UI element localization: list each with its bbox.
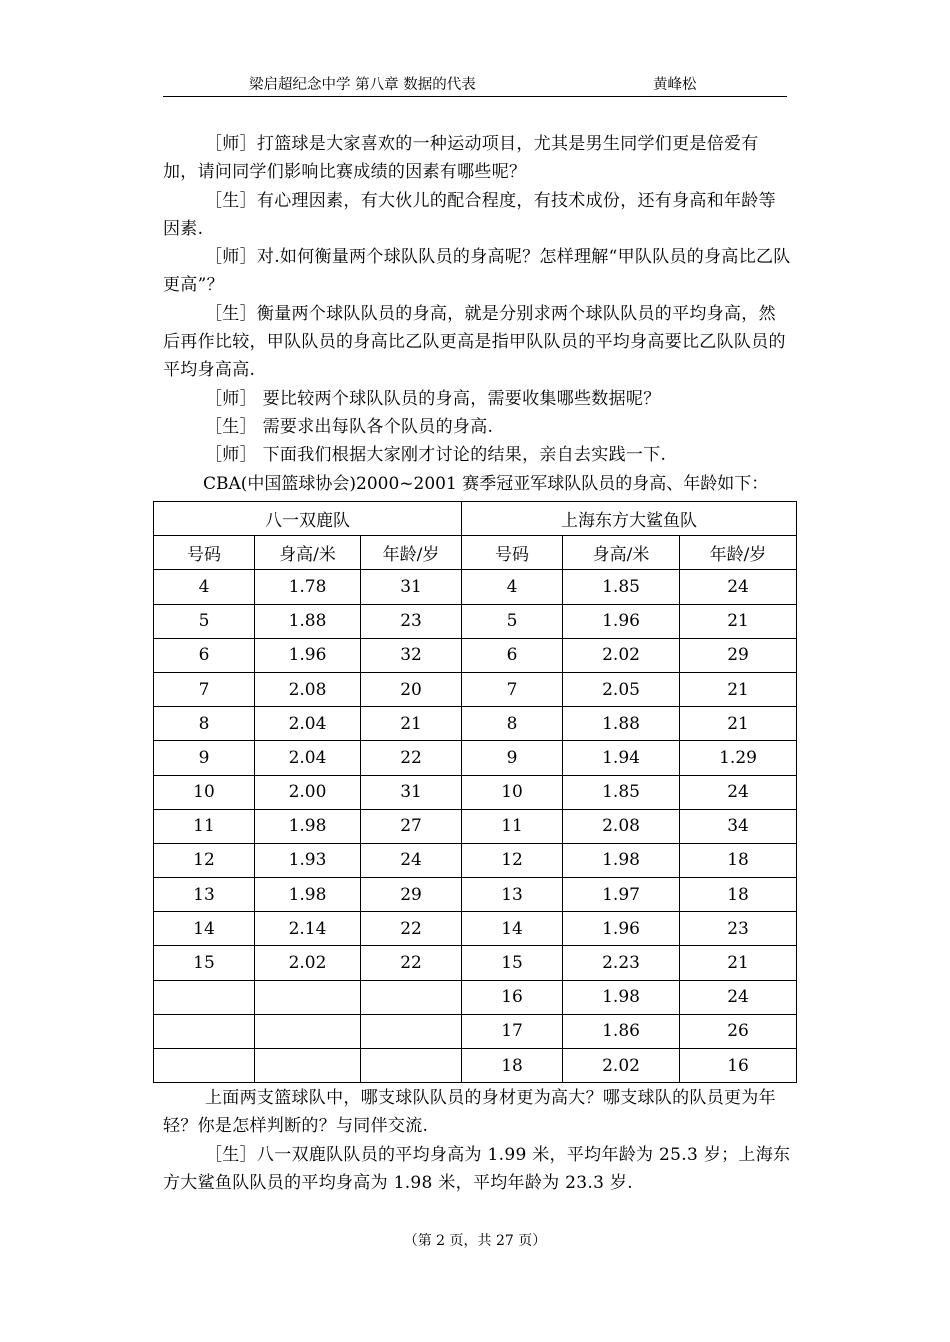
table-intro: CBA(中国篮球协会)2000~2001 赛季冠亚军球队队员的身高、年龄如下：	[203, 473, 769, 494]
table-cell: 14	[462, 912, 563, 946]
table-cell: 5	[462, 604, 563, 638]
paragraph: ［师］ 要比较两个球队队员的身高，需要收集哪些数据呢？	[205, 388, 661, 409]
table-row	[154, 809, 797, 843]
table-cell: 1.96	[563, 604, 680, 638]
table-cell: 22	[361, 912, 462, 946]
table-cell: 11	[462, 809, 563, 843]
table-cell: 24	[680, 775, 797, 809]
table-cell: 24	[680, 980, 797, 1014]
table-cell: 20	[361, 672, 462, 706]
table-cell: 1.98	[255, 878, 361, 912]
table-row	[154, 638, 797, 672]
paragraph: ［生］衡量两个球队队员的身高，就是分别求两个球队队员的平均身高，然后再作比较，甲队队员的身高比乙队更高是指甲队队员的平均身高要比乙队队员的平均身高高.	[163, 303, 786, 381]
table-cell: 1.97	[563, 878, 680, 912]
table-cell	[255, 1014, 361, 1048]
table-cell: 2.00	[255, 775, 361, 809]
header-author: 黄峰松	[653, 77, 697, 93]
table-cell: 2.14	[255, 912, 361, 946]
paragraph: 上面两支篮球队中，哪支球队队员的身材更为高大？哪支球队的队员更为年轻？你是怎样判断的？与同伴交流.	[163, 1088, 776, 1137]
table-cell: 1.85	[563, 570, 680, 604]
table-cell: 24	[680, 570, 797, 604]
table-cell: 9	[154, 741, 255, 775]
table-cell: 16	[462, 980, 563, 1014]
table-cell: 1.96	[255, 638, 361, 672]
table-row	[154, 570, 797, 604]
player-table	[153, 501, 797, 1083]
table-row	[154, 1049, 797, 1083]
team2-header: 上海东方大鲨鱼队	[462, 502, 797, 536]
table-cell: 8	[154, 707, 255, 741]
col-height-header: 身高/米	[255, 536, 361, 570]
table-cell: 1.96	[563, 912, 680, 946]
table-row	[154, 946, 797, 980]
table-cell: 1.98	[563, 843, 680, 877]
body-text	[163, 130, 791, 498]
table-cell: 2.08	[563, 809, 680, 843]
after-text	[163, 1084, 791, 1197]
table-cell	[255, 1049, 361, 1083]
table-cell: 29	[680, 638, 797, 672]
table-cell: 13	[154, 878, 255, 912]
table-cell: 23	[680, 912, 797, 946]
table-cell: 15	[154, 946, 255, 980]
table-cell	[154, 1014, 255, 1048]
table-cell: 5	[154, 604, 255, 638]
table-cell: 15	[462, 946, 563, 980]
col-number-header: 号码	[154, 536, 255, 570]
table-cell: 1.85	[563, 775, 680, 809]
table-cell: 27	[361, 809, 462, 843]
col-age-header: 年龄/岁	[361, 536, 462, 570]
table-cell: 4	[462, 570, 563, 604]
table-cell: 31	[361, 570, 462, 604]
table-cell: 9	[462, 741, 563, 775]
table-cell: 32	[361, 638, 462, 672]
table-cell: 2.02	[563, 638, 680, 672]
table-cell: 21	[680, 604, 797, 638]
table-row	[154, 980, 797, 1014]
table-cell: 10	[154, 775, 255, 809]
table-cell: 18	[680, 878, 797, 912]
table-cell: 31	[361, 775, 462, 809]
table-cell: 1.98	[563, 980, 680, 1014]
table-row	[154, 843, 797, 877]
table-cell: 1.94	[563, 741, 680, 775]
table-cell: 26	[680, 1014, 797, 1048]
table-cell: 34	[680, 809, 797, 843]
table-cell: 18	[680, 843, 797, 877]
col-age-header: 年龄/岁	[680, 536, 797, 570]
table-cell: 2.02	[255, 946, 361, 980]
table-cell	[255, 980, 361, 1014]
table-cell: 6	[154, 638, 255, 672]
table-row	[154, 707, 797, 741]
table-cell: 14	[154, 912, 255, 946]
table-cell	[154, 980, 255, 1014]
table-team-row	[154, 502, 797, 536]
table-cell: 2.04	[255, 741, 361, 775]
table-cell	[361, 1014, 462, 1048]
table-cell: 21	[680, 707, 797, 741]
table-cell: 6	[462, 638, 563, 672]
paragraph: ［生］有心理因素，有大伙儿的配合程度，有技术成份，还有身高和年龄等因素.	[163, 190, 776, 239]
table-cell: 12	[462, 843, 563, 877]
table-cell: 4	[154, 570, 255, 604]
col-number-header: 号码	[462, 536, 563, 570]
paragraph: ［生］八一双鹿队队员的平均身高为 1.99 米，平均年龄为 25.3 岁；上海东方大鲨鱼队队员的平均身高为 1.98 米，平均年龄为 23.3 岁.	[163, 1144, 791, 1193]
table-cell	[154, 1049, 255, 1083]
table-cell: 21	[361, 707, 462, 741]
paragraph: ［师］打篮球是大家喜欢的一种运动项目，尤其是男生同学们更是倍爱有加，请问同学们影响比赛成绩的因素有哪些呢？	[163, 134, 759, 183]
table-cell: 1.88	[563, 707, 680, 741]
table-cell	[361, 1049, 462, 1083]
table-row	[154, 912, 797, 946]
paragraph: ［师］对.如何衡量两个球队队员的身高呢？怎样理解“甲队队员的身高比乙队更高”？	[163, 247, 791, 296]
col-height-header: 身高/米	[563, 536, 680, 570]
page-header	[163, 76, 787, 97]
table-cell: 1.78	[255, 570, 361, 604]
table-cell: 17	[462, 1014, 563, 1048]
table-cell: 22	[361, 946, 462, 980]
table-cell: 12	[154, 843, 255, 877]
table-row	[154, 741, 797, 775]
table-cell: 29	[361, 878, 462, 912]
table-cell: 21	[680, 672, 797, 706]
table-cell: 2.04	[255, 707, 361, 741]
table-cell: 11	[154, 809, 255, 843]
table-row	[154, 672, 797, 706]
paragraph: ［生］ 需要求出每队各个队员的身高.	[205, 416, 494, 437]
table-row	[154, 878, 797, 912]
team1-header: 八一双鹿队	[154, 502, 462, 536]
table-cell: 22	[361, 741, 462, 775]
table-cell: 1.88	[255, 604, 361, 638]
table-cell	[361, 980, 462, 1014]
table-cell: 1.29	[680, 741, 797, 775]
table-cell: 1.93	[255, 843, 361, 877]
table-cell: 13	[462, 878, 563, 912]
table-cell: 7	[462, 672, 563, 706]
table-cell: 24	[361, 843, 462, 877]
table-row	[154, 775, 797, 809]
page-footer: （第 2 页，共 27 页）	[403, 1233, 547, 1249]
table-cell: 23	[361, 604, 462, 638]
table-cell: 10	[462, 775, 563, 809]
table-row	[154, 604, 797, 638]
table-cell: 2.02	[563, 1049, 680, 1083]
paragraph: ［师］ 下面我们根据大家刚才讨论的结果，亲自去实践一下.	[205, 445, 667, 466]
table-header-row	[154, 536, 797, 570]
table-cell: 7	[154, 672, 255, 706]
table-cell: 1.86	[563, 1014, 680, 1048]
header-school-chapter: 梁启超纪念中学 第八章 数据的代表	[249, 77, 476, 93]
table-cell: 18	[462, 1049, 563, 1083]
table-cell: 2.05	[563, 672, 680, 706]
table-cell: 8	[462, 707, 563, 741]
table-cell: 16	[680, 1049, 797, 1083]
table-row	[154, 1014, 797, 1048]
table-cell: 1.98	[255, 809, 361, 843]
table-cell: 21	[680, 946, 797, 980]
table-cell: 2.23	[563, 946, 680, 980]
table-cell: 2.08	[255, 672, 361, 706]
